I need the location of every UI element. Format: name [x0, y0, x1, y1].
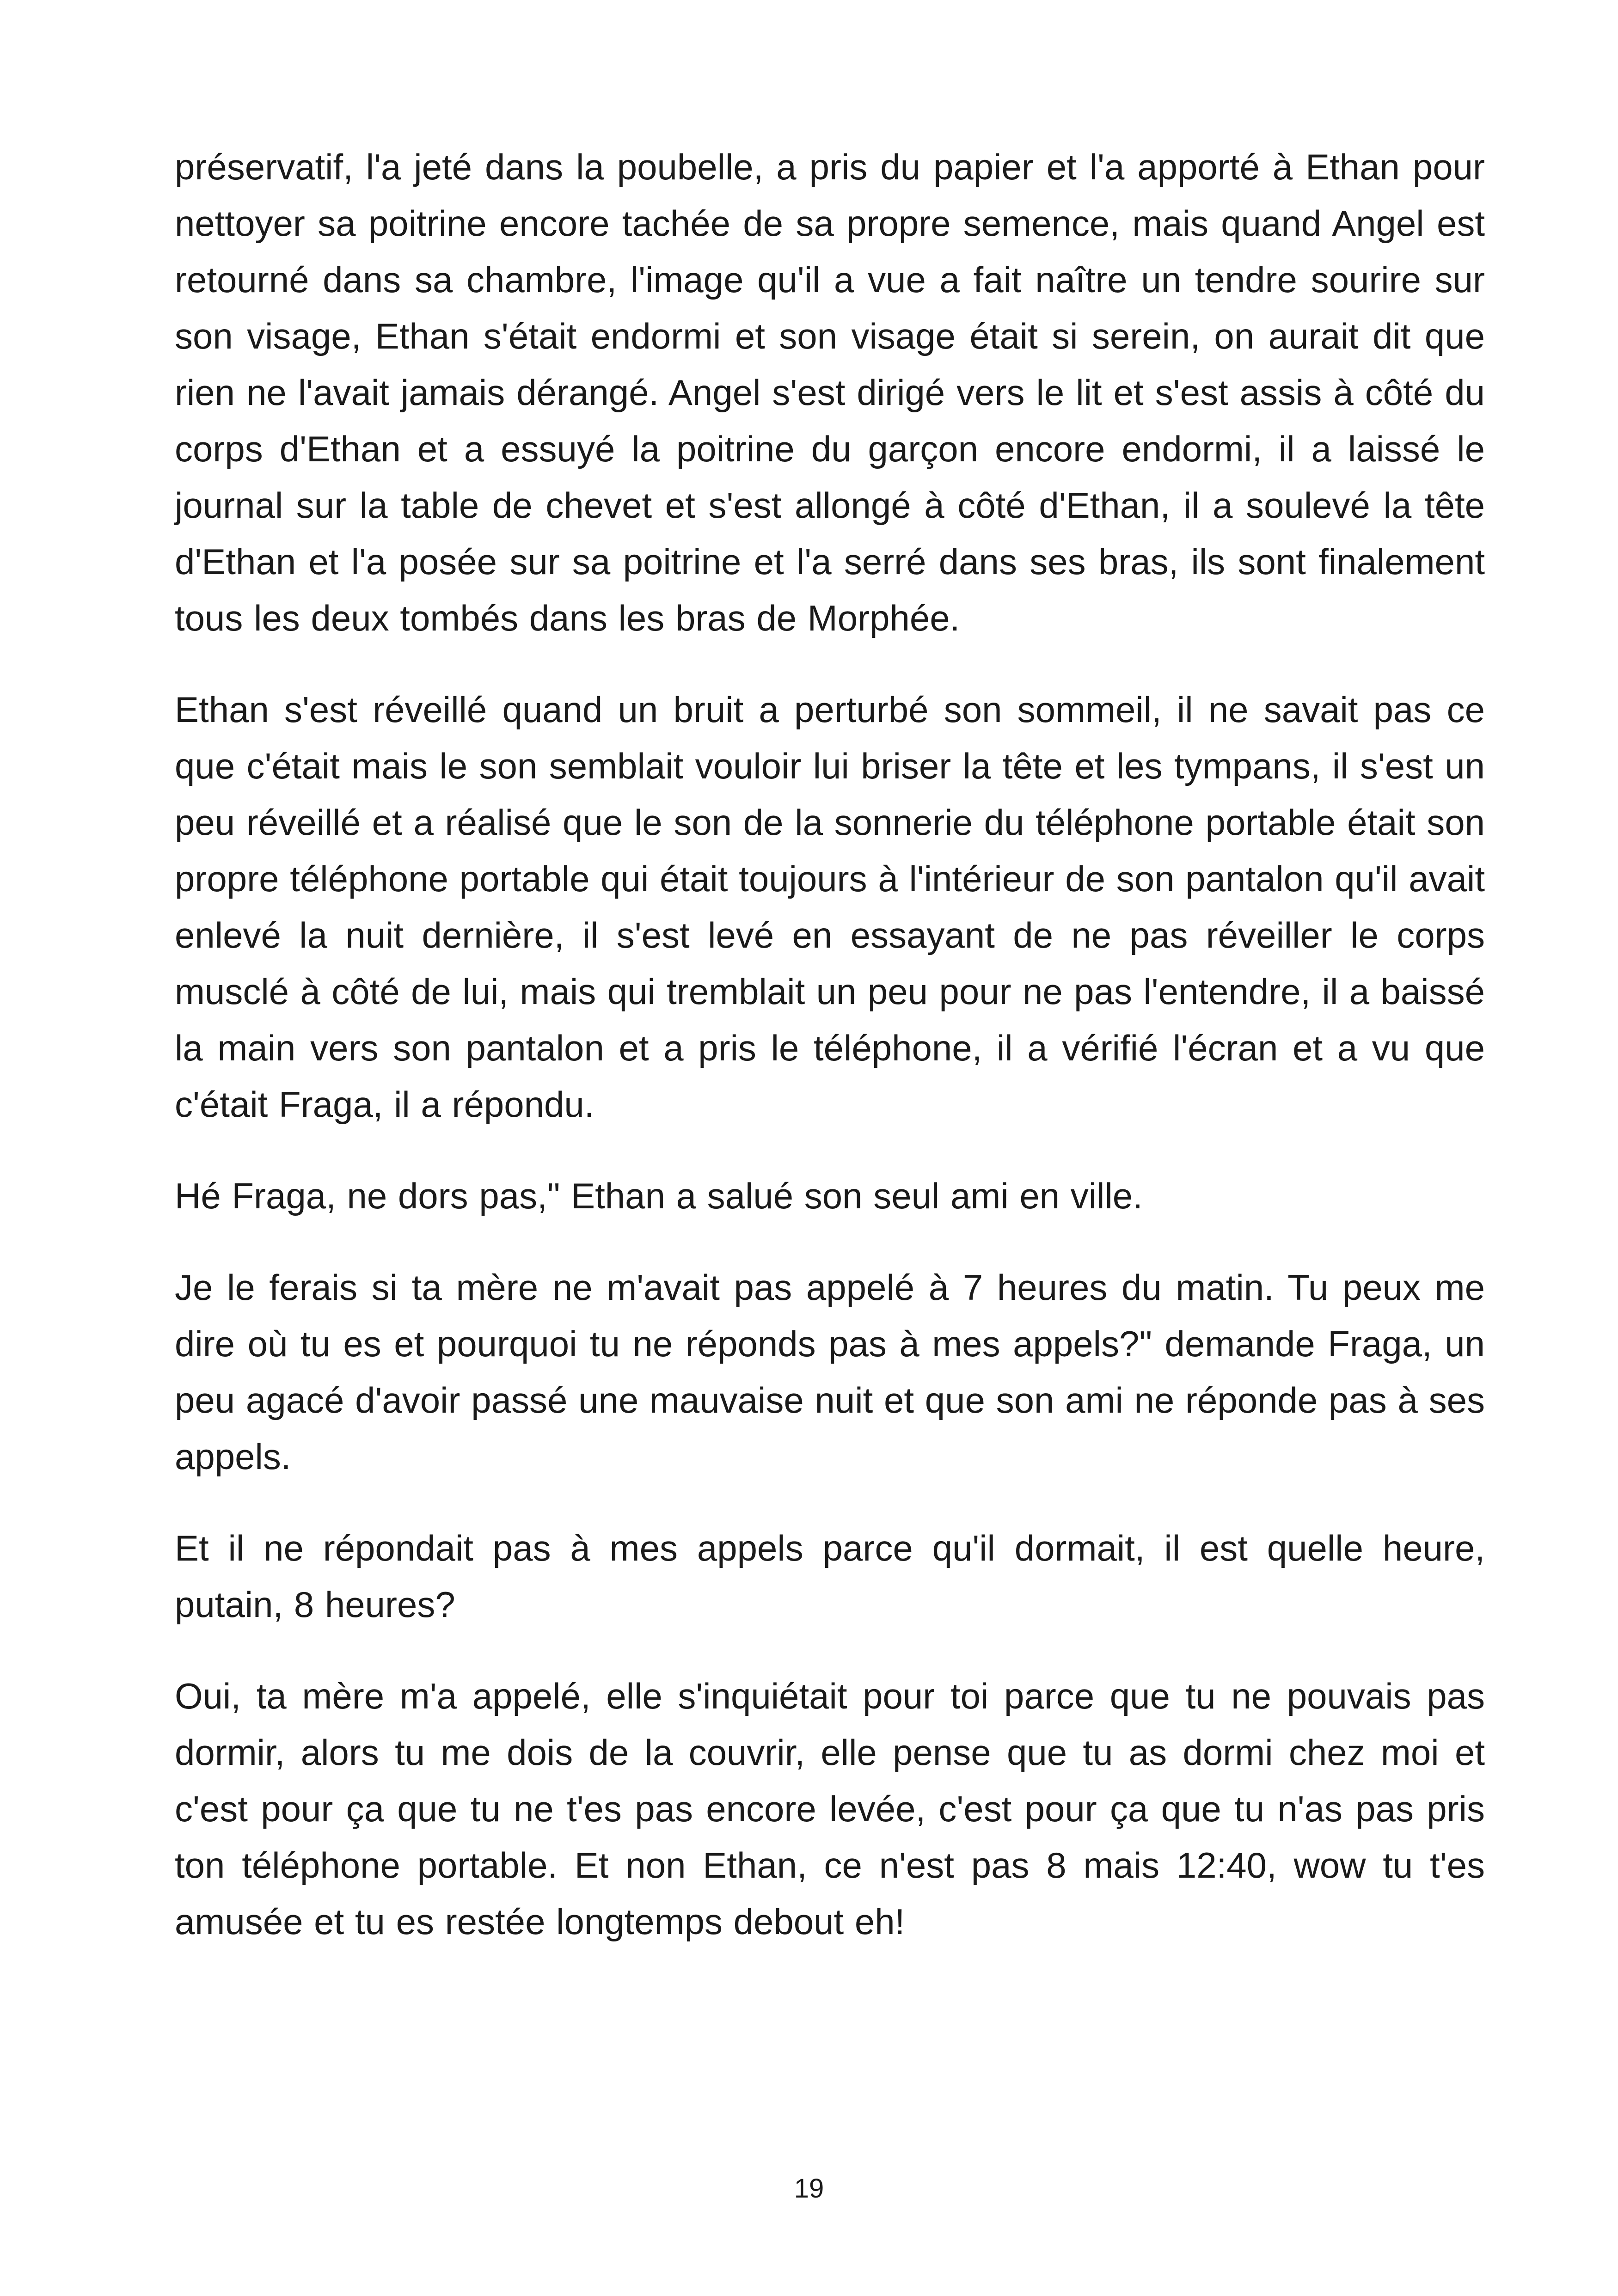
paragraph: Et il ne répondait pas à mes appels parce qu'il dormait, il est quelle heure, putain, 8 heures?	[175, 1528, 1485, 1625]
paragraph: Oui, ta mère m'a appelé, elle s'inquiétait pour toi parce que tu ne pouvais pas dormir, alors tu me dois de la couvrir, elle pense que tu as dormi chez moi et c'est pour ça que tu ne t'es pas encore levée, c'est pour ça que tu n'as pas pris ton téléphone portable. Et non Ethan, ce n'est pas 8 mais 12:40, wow tu t'es amusée et tu es restée longtemps debout eh!	[175, 1676, 1485, 1942]
paragraph: préservatif, l'a jeté dans la poubelle, a pris du papier et l'a apporté à Ethan pour nettoyer sa poitrine encore tachée de sa propre semence, mais quand Angel est retourné dans sa chambre, l'image qu'il a vue a fait naître un tendre sourire sur son visage, Ethan s'était endormi et son visage était si serein, on aurait dit que rien ne l'avait jamais dérangé. Angel s'est dirigé vers le lit et s'est assis à côté du corps d'Ethan et a essuyé la poitrine du garçon encore endormi, il a laissé le journal sur la table de chevet et s'est allongé à côté d'Ethan, il a soulevé la tête d'Ethan et l'a posée sur sa poitrine et l'a serré dans ses bras, ils sont finalement tous les deux tombés dans les bras de Morphée.	[175, 147, 1485, 638]
paragraph: Hé Fraga, ne dors pas," Ethan a salué son seul ami en ville.	[175, 1176, 1143, 1216]
page-number: 19	[794, 2174, 824, 2204]
body-text	[175, 139, 1485, 1950]
paragraph: Ethan s'est réveillé quand un bruit a perturbé son sommeil, il ne savait pas ce que c'était mais le son semblait vouloir lui briser la tête et les tympans, il s'est un peu réveillé et a réalisé que le son de la sonnerie du téléphone portable était son propre téléphone portable qui était toujours à l'intérieur de son pantalon qu'il avait enlevé la nuit dernière, il s'est levé en essayant de ne pas réveiller le corps musclé à côté de lui, mais qui tremblait un peu pour ne pas l'entendre, il a baissé la main vers son pantalon et a pris le téléphone, il a vérifié l'écran et a vu que c'était Fraga, il a répondu.	[175, 689, 1485, 1125]
paragraph: Je le ferais si ta mère ne m'avait pas appelé à 7 heures du matin. Tu peux me dire où tu es et pourquoi tu ne réponds pas à mes appels?" demande Fraga, un peu agacé d'avoir passé une mauvaise nuit et que son ami ne réponde pas à ses appels.	[175, 1267, 1485, 1477]
